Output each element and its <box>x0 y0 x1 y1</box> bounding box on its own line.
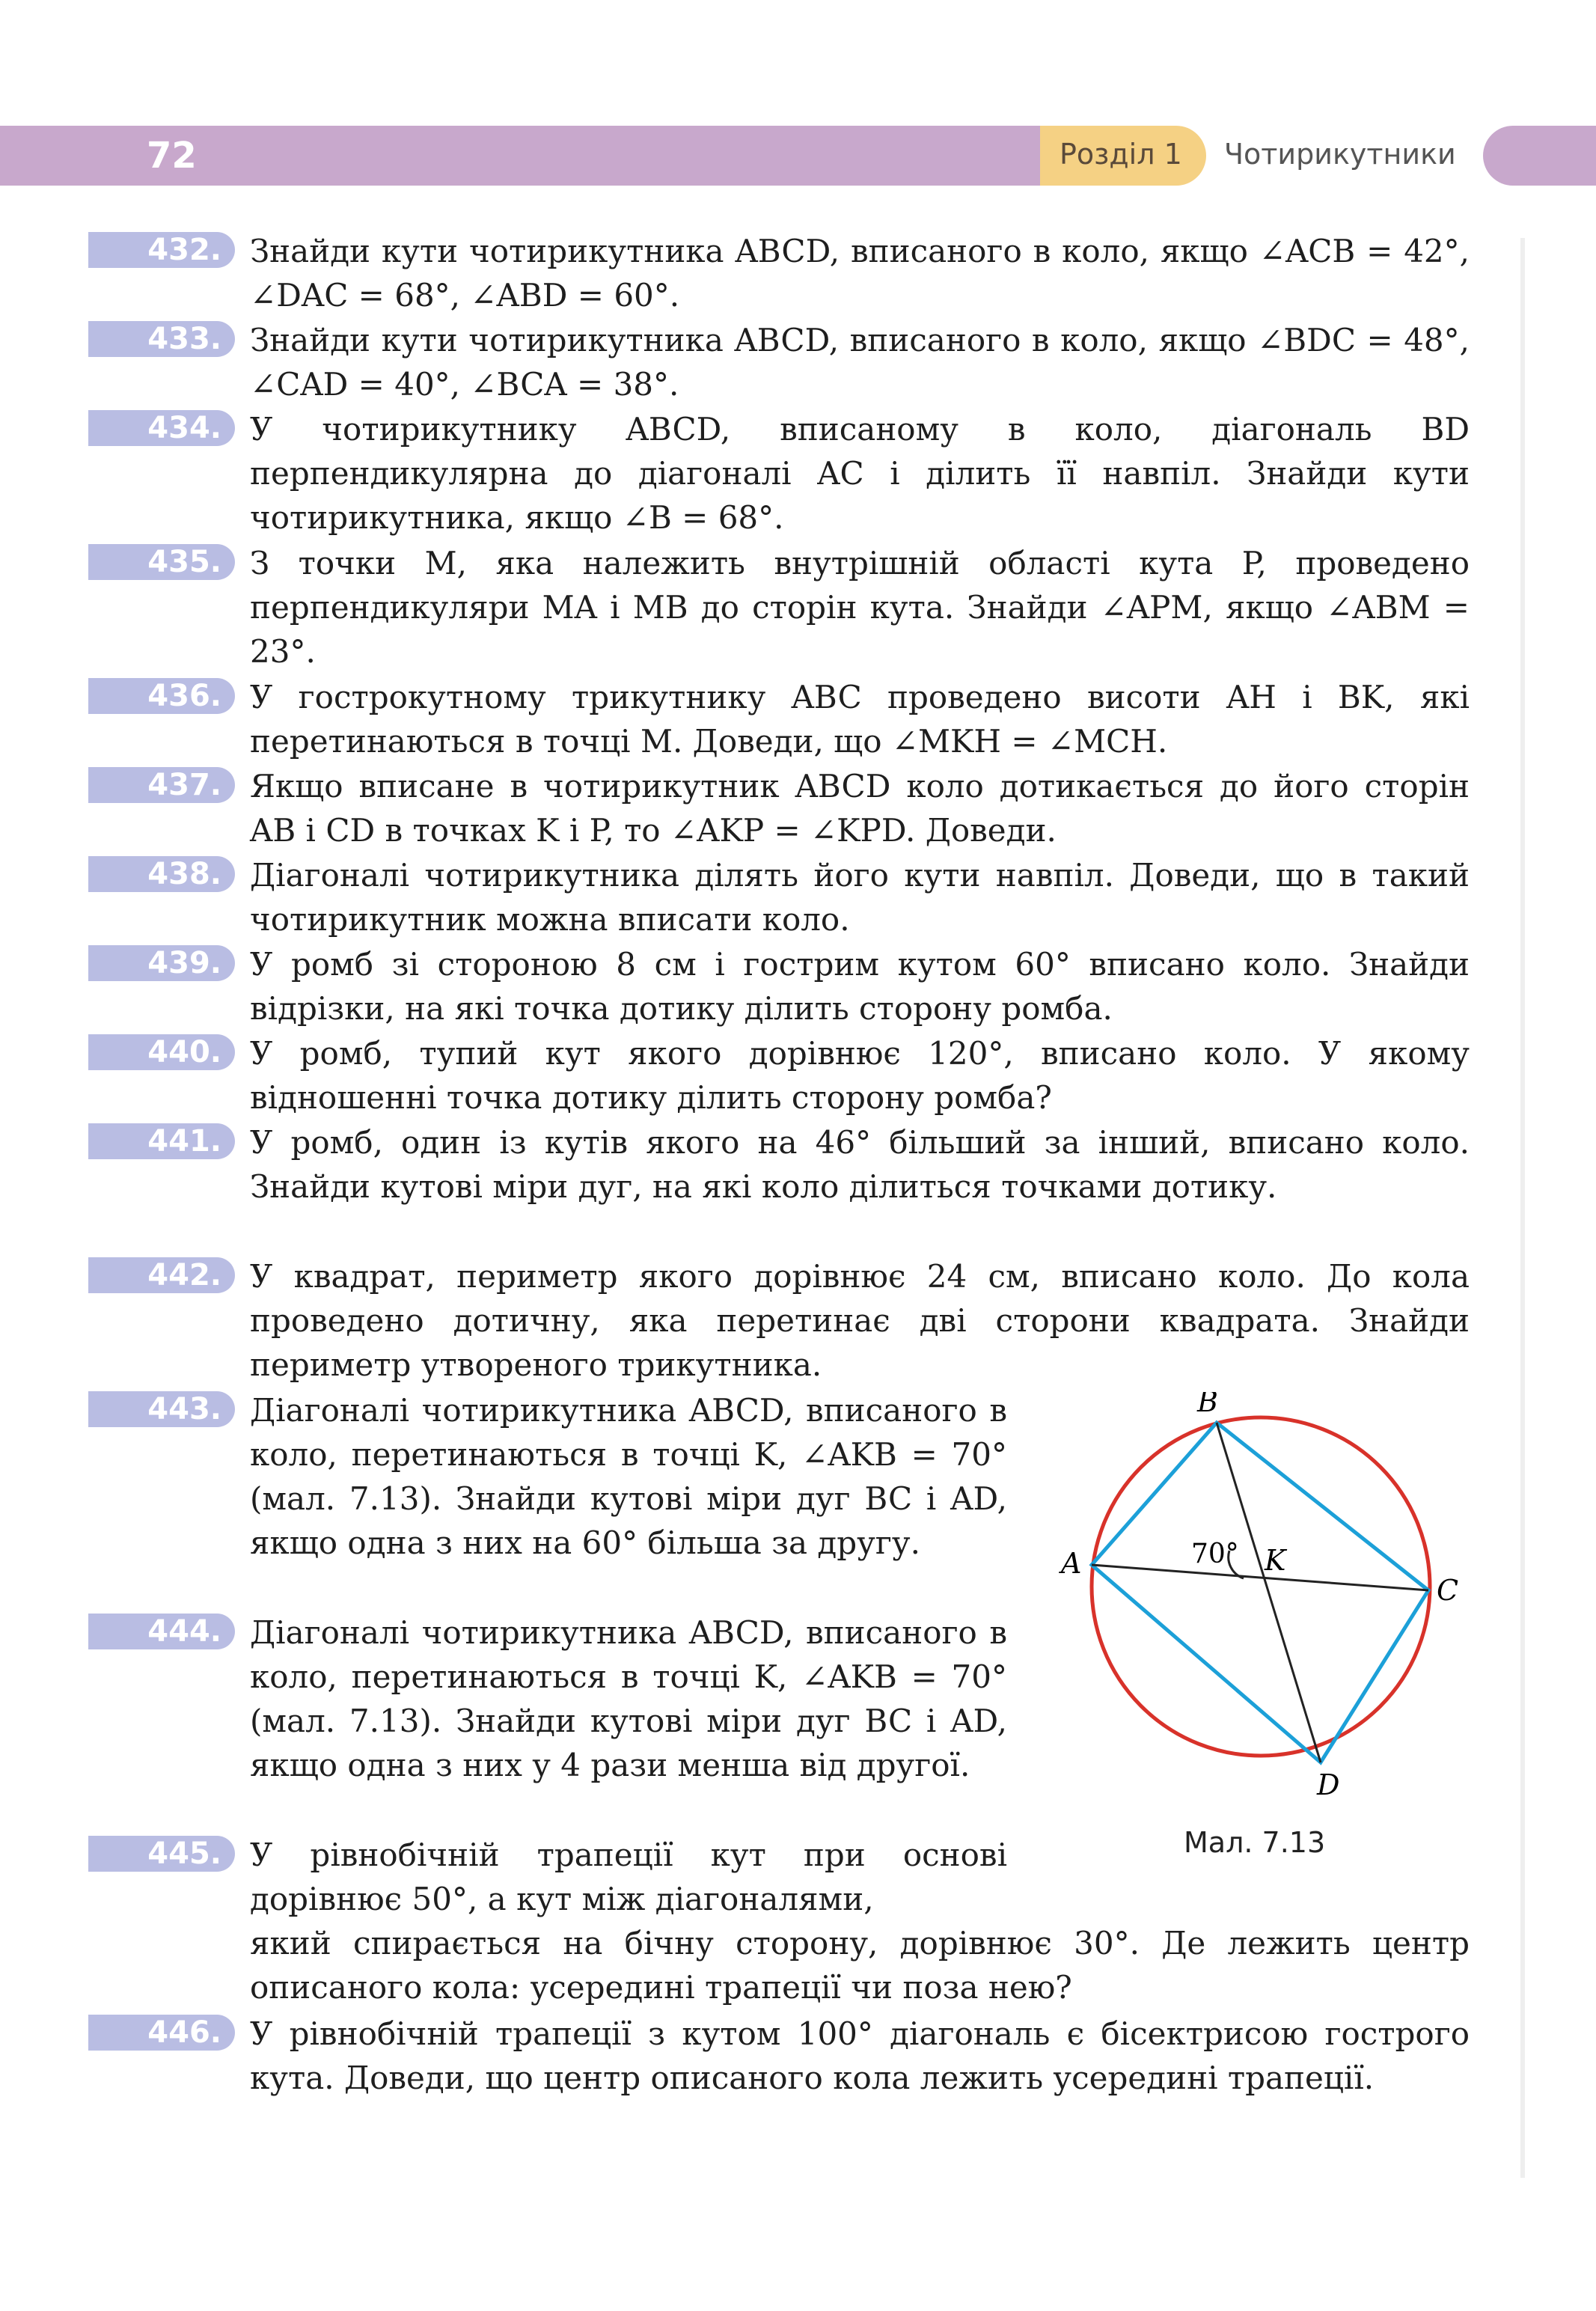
chapter-title: Чотирикутники <box>1224 138 1456 171</box>
problem-text: Діагоналі чотирикутника ABCD, вписаного в коло, перетинаються в точці K, ∠AKB = 70° (мал. 7.13). Знайди кутові міри дуг BC і AD, якщо одна з них у 4 рази менша від другої. <box>250 1614 1007 1783</box>
label-c: C <box>1437 1574 1459 1607</box>
label-b: B <box>1197 1392 1218 1418</box>
problem-number-badge: 445. <box>88 1836 235 1872</box>
problem-number-badge: 440. <box>88 1034 235 1070</box>
problem-text: З точки M, яка належить внутрішній області кута P, проведено перпендикуляри MA і MB до сторін кута. Знайди ∠APM, якщо ∠ABM = 23°. <box>250 545 1470 670</box>
problem-text: У ромб зі стороною 8 см і гострим кутом 60° вписано коло. Знайди відрізки, на які точка дотику ділить сторону ромба. <box>250 946 1470 1027</box>
problem-number-badge: 441. <box>88 1123 235 1159</box>
problem-text: У рівнобічній трапеції з кутом 100° діагональ є бісектрисою гострого кута. Доведи, що центр описаного кола лежить усередині трапеції. <box>250 2015 1470 2096</box>
problem-number-badge: 434. <box>88 410 235 446</box>
problem-text: У гострокутному трикутнику ABC проведено висоти AH і BK, які перетинаються в точці M. Доведи, що ∠MKH = ∠MCH. <box>250 679 1470 760</box>
problem-text: У квадрат, периметр якого дорівнює 24 см, вписано коло. До кола проведено дотичну, яка перетинає дві сторони квадрата. Знайди периметр утвореного трикутника. <box>250 1258 1470 1383</box>
problem-number-badge: 437. <box>88 767 235 803</box>
header-right-pill <box>1483 126 1596 186</box>
problem-text: Якщо вписане в чотирикутник ABCD коло дотикається до його сторін AB і CD в точках K і P, то ∠AKP = ∠KPD. Доведи. <box>250 768 1470 849</box>
figure-7-13 <box>1048 1392 1482 1811</box>
problem-number-badge: 446. <box>88 2015 235 2051</box>
problem-number-badge: 439. <box>88 945 235 981</box>
problem-text: Діагоналі чотирикутника ділять його кути навпіл. Доведи, що в такий чотирикутник можна вписати коло. <box>250 857 1470 938</box>
problem-text: Знайди кути чотирикутника ABCD, вписаного в коло, якщо ∠BDC = 48°, ∠CAD = 40°, ∠BCA = 38°. <box>250 322 1470 403</box>
side-rule <box>1520 238 1525 2178</box>
figure-caption: Мал. 7.13 <box>1184 1826 1326 1859</box>
problem-number-badge: 442. <box>88 1257 235 1293</box>
problem-number-badge: 435. <box>88 544 235 580</box>
problem-text: У ромб, тупий кут якого дорівнює 120°, вписано коло. У якому відношенні точка дотику ділить сторону ромба? <box>250 1035 1470 1116</box>
diagonal-bd <box>1217 1423 1321 1762</box>
problem-number-badge: 433. <box>88 321 235 357</box>
problem-text-part1: У рівнобічній трапеції кут при основі дорівнює 50°, а кут між діагоналями, <box>250 1837 1007 1917</box>
section-label: Розділ 1 <box>1060 138 1182 171</box>
problem-text-part2: який спирається на бічну сторону, дорівнює 30°. Де лежить центр описаного кола: усередині трапеції чи поза нею? <box>250 1925 1470 2006</box>
problem-text: Знайди кути чотирикутника ABCD, вписаного в коло, якщо ∠ACB = 42°, ∠DAC = 68°, ∠ABD = 60°. <box>250 233 1470 314</box>
problem-number-badge: 438. <box>88 856 235 892</box>
diagonal-ac <box>1092 1565 1428 1590</box>
problem-text: У чотирикутнику ABCD, вписаному в коло, діагональ BD перпендикулярна до діагоналі AC і ділить її навпіл. Знайди кути чотирикутника, якщо ∠B = 68°. <box>250 411 1470 536</box>
label-a: A <box>1061 1547 1082 1580</box>
problem-text: Діагоналі чотирикутника ABCD, вписаного в коло, перетинаються в точці K, ∠AKB = 70° (мал. 7.13). Знайди кутові міри дуг BC і AD, якщо одна з них на 60° більша за другу. <box>250 1392 1007 1561</box>
label-k: K <box>1265 1544 1286 1577</box>
page-number: 72 <box>147 135 197 177</box>
problem-number-badge: 436. <box>88 678 235 714</box>
problem-number-badge: 432. <box>88 232 235 268</box>
problem-number-badge: 443. <box>88 1391 235 1427</box>
problem-number-badge: 444. <box>88 1614 235 1649</box>
quadrilateral-abcd <box>1092 1423 1428 1762</box>
label-d: D <box>1317 1768 1340 1801</box>
problem-text: У ромб, один із кутів якого на 46° більший за інший, вписано коло. Знайди кутові міри дуг, на які коло ділиться точками дотику. <box>250 1124 1470 1205</box>
angle-label: 70° <box>1191 1539 1239 1569</box>
